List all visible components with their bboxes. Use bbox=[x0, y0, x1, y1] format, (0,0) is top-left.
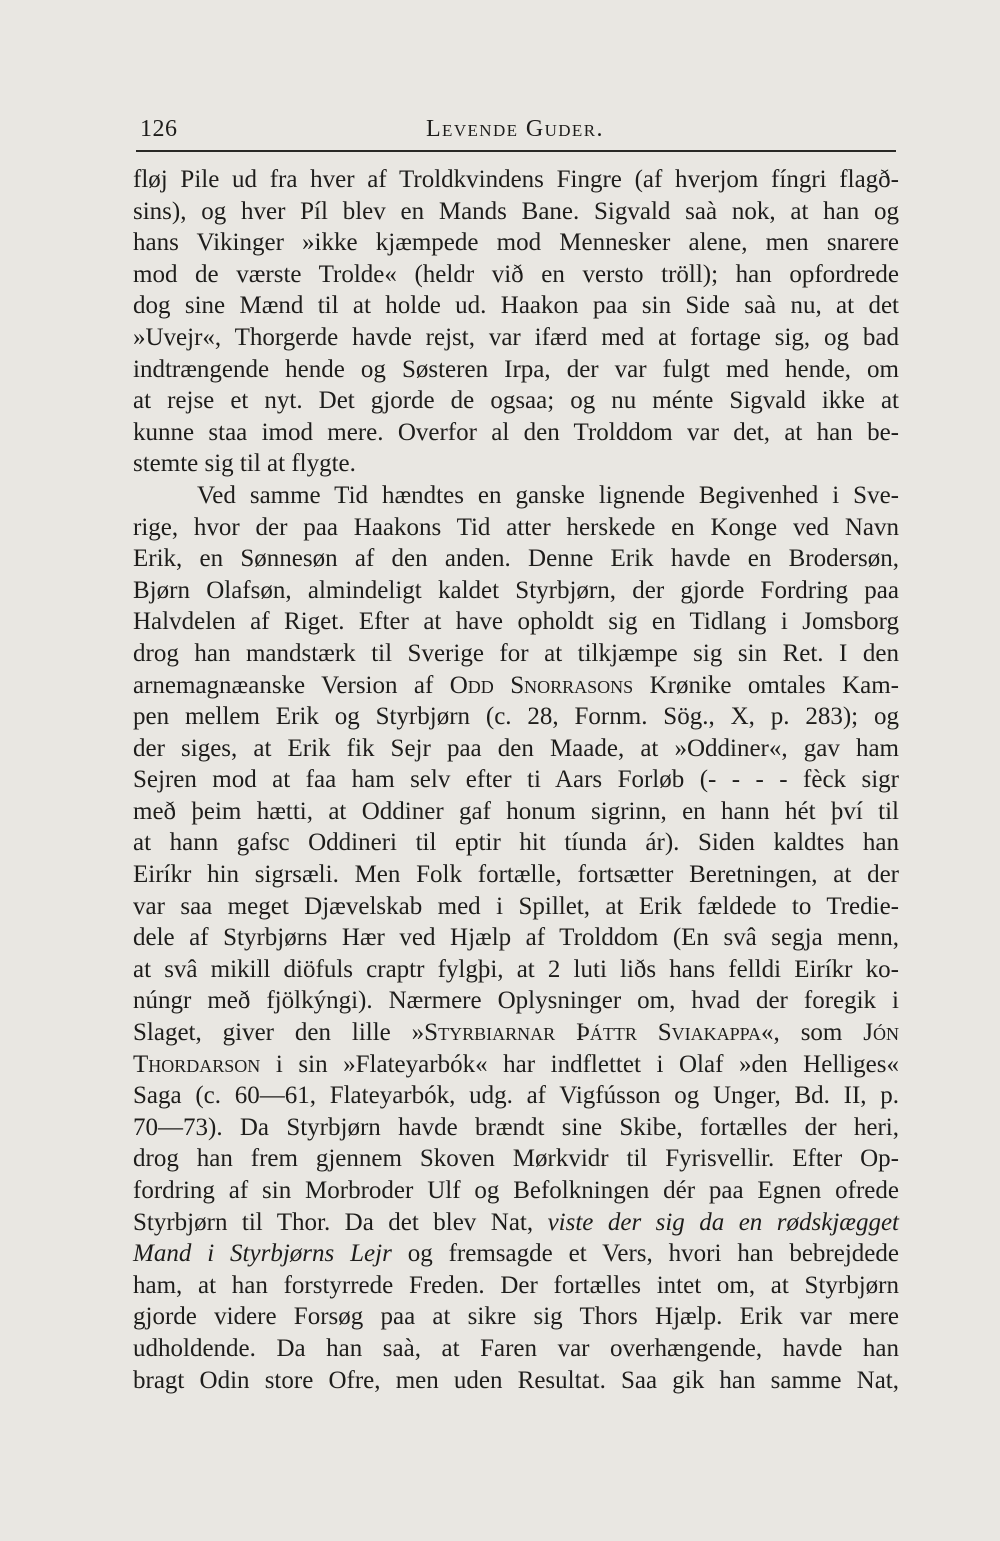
text-line: bragt Odin store Ofre, men uden Resultat. Saa gik han samme Nat, bbox=[133, 1366, 899, 1394]
italic-phrase: viste der sig da en rødskjægget bbox=[547, 1208, 899, 1236]
text-line: hans Vikinger »ikke kjæmpede mod Mennesker alene, men snarere bbox=[133, 229, 899, 257]
text-line: Thordarson i sin »Flateyarbók« har indflettet i Olaf »den Helliges« bbox=[133, 1050, 899, 1078]
text-line: fløj Pile ud fra hver af Troldkvindens Fingre (af hverjom fíngri flagð- bbox=[133, 166, 899, 193]
text-line: Eiríkr hin sigrsæli. Men Folk fortælle, fortsætter Beretningen, at der bbox=[133, 861, 899, 889]
text-line: udholdende. Da han saà, at Faren var overhængende, havde han bbox=[133, 1334, 899, 1362]
text-line: at hann gafsc Oddineri til eptir hit tíunda ár). Siden kaldtes han bbox=[133, 829, 899, 857]
running-title: Levende Guder. bbox=[426, 116, 604, 142]
text-line: Bjørn Olafsøn, almindeligt kaldet Styrbjørn, der gjorde Fordring paa bbox=[133, 576, 899, 604]
text-line: ham, at han forstyrrede Freden. Der fortælles intet om, at Styrbjørn bbox=[133, 1271, 899, 1299]
text-line: Mand i Styrbjørns Lejr og fremsagde et Vers, hvori han bebrejdede bbox=[133, 1240, 899, 1268]
text-line: sins), og hver Píl blev en Mands Bane. Sigvald saà nok, at han og bbox=[133, 197, 899, 225]
text-line: Erik, en Sønnesøn af den anden. Denne Erik havde en Brodersøn, bbox=[133, 545, 899, 573]
text-line: stemte sig til at flygte. bbox=[133, 450, 356, 478]
text-line: Sejren mod at faa ham selv efter ti Aars Forløb (- - - - fèck sigr bbox=[133, 766, 899, 794]
page-header bbox=[136, 114, 896, 146]
text-line: gjorde videre Forsøg paa at sikre sig Thors Hjælp. Erik var mere bbox=[133, 1303, 899, 1331]
header-rule bbox=[136, 150, 896, 152]
text-line: 70—73). Da Styrbjørn havde brændt sine Skibe, fortælles der heri, bbox=[133, 1113, 899, 1141]
text-line: með þeim hætti, at Oddiner gaf honum sigrinn, en hann hét því til bbox=[133, 797, 899, 825]
text-line: »Uvejr«, Thorgerde havde rejst, var ifærd med at fortage sig, og bad bbox=[133, 323, 899, 351]
text-line: Slaget, giver den lille »Styrbiarnar Þáttr Sviakappa«, som Jón bbox=[133, 1019, 899, 1047]
author-name: Jón bbox=[863, 1019, 899, 1047]
body-text bbox=[133, 164, 899, 1396]
italic-phrase: Mand i Styrbjørns Lejr bbox=[133, 1240, 392, 1268]
page-number: 126 bbox=[140, 116, 178, 142]
text-line: kunne staa imod mere. Overfor al den Trolddom var det, at han be- bbox=[133, 418, 899, 446]
text-line: at svâ mikill diöfuls craptr fylgþi, at 2 luti liðs hans felldi Eiríkr ko- bbox=[133, 955, 899, 983]
text-line: pen mellem Erik og Styrbjørn (c. 28, Fornm. Sög., X, p. 283); og bbox=[133, 703, 899, 731]
text-line: mod de værste Trolde« (heldr við en versto tröll); han opfordrede bbox=[133, 260, 899, 288]
text-line: Saga (c. 60—61, Flateyarbók, udg. af Vigfússon og Unger, Bd. II, p. bbox=[133, 1082, 899, 1110]
author-name: Thordarson bbox=[133, 1050, 261, 1078]
text-line: drog han frem gjennem Skoven Mørkvidr til Fyrisvellir. Efter Op- bbox=[133, 1145, 899, 1173]
text-line: var saa meget Djævelskab med i Spillet, at Erik fældede to Tredie- bbox=[133, 892, 899, 920]
text-line: rige, hvor der paa Haakons Tid atter herskede en Konge ved Navn bbox=[133, 513, 899, 541]
saga-title: Styrbiarnar Þáttr Sviakappa bbox=[424, 1019, 762, 1047]
text-line: drog han mandstærk til Sverige for at tilkjæmpe sig sin Ret. I den bbox=[133, 639, 899, 667]
text-line: der siges, at Erik fik Sejr paa den Maade, at »Oddiner«, gav ham bbox=[133, 734, 899, 762]
text-line: fordring af sin Morbroder Ulf og Befolkningen dér paa Egnen ofrede bbox=[133, 1177, 899, 1204]
text-line: Halvdelen af Riget. Efter at have opholdt sig en Tidlang i Jomsborg bbox=[133, 608, 899, 636]
text-line: dele af Styrbjørns Hær ved Hjælp af Trolddom (En svâ segja menn, bbox=[133, 924, 899, 952]
text-line: indtrængende hende og Søsteren Irpa, der var fulgt med hende, om bbox=[133, 355, 899, 383]
text-line: dog sine Mænd til at holde ud. Haakon paa sin Side saà nu, at det bbox=[133, 292, 899, 320]
paragraph-start-line: Ved samme Tid hændtes en ganske lignende Begivenhed i Sve- bbox=[197, 481, 899, 509]
text-line: núngr með fjölkýngi). Nærmere Oplysninger om, hvad der foregik i bbox=[133, 987, 899, 1015]
author-name: Odd Snorrasons bbox=[449, 671, 634, 699]
text-line: Styrbjørn til Thor. Da det blev Nat, viste der sig da en rødskjægget bbox=[133, 1208, 899, 1236]
text-line: at rejse et nyt. Det gjorde de ogsaa; og nu ménte Sigvald ikke at bbox=[133, 387, 899, 415]
text-line: arnemagnæanske Version af Odd Snorrasons Krønike omtales Kam- bbox=[133, 671, 899, 699]
